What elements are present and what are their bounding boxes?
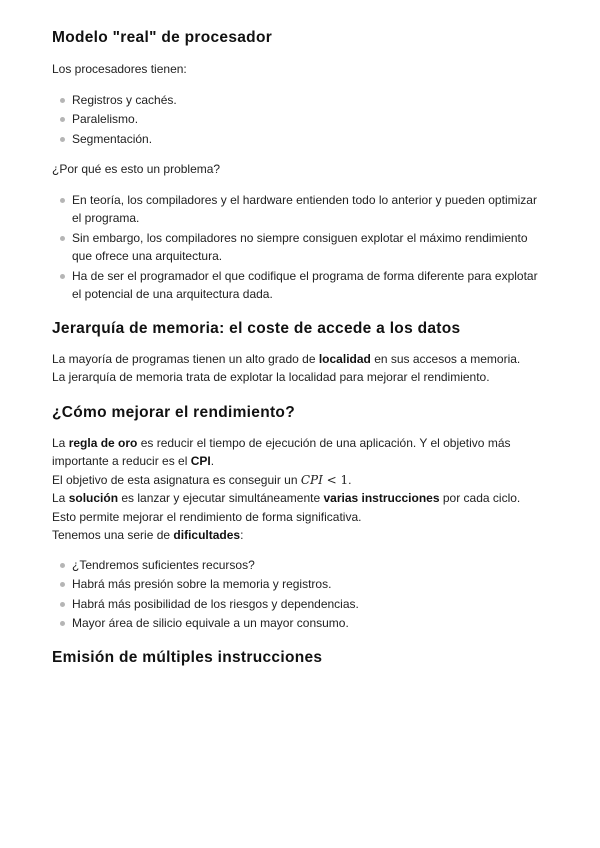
bullet-list-dificultades <box>52 556 548 633</box>
list-item: Habrá más presión sobre la memoria y registros. <box>72 575 548 594</box>
bullet-list-processor-features <box>52 91 548 149</box>
list-item: Habrá más posibilidad de los riesgos y dependencias. <box>72 595 548 614</box>
text-span: . <box>210 454 215 468</box>
text-span: es reducir el tiempo de ejecución de una aplicación. Y el objetivo más importante a reducir es el <box>52 435 511 468</box>
bold-term-regla-de-oro: regla de oro <box>68 435 138 450</box>
bold-term-varias-instrucciones: varias instrucciones <box>323 491 440 505</box>
section-title-modelo-real: Modelo "real" de procesador <box>52 29 273 46</box>
bold-term-dificultades: dificultades <box>173 528 241 542</box>
paragraph-mejora: Esto permite mejorar el rendimiento de forma significativa. <box>52 509 362 524</box>
paragraph-jerarquia: La jerarquía de memoria trata de explotar la localidad para mejorar el rendimiento. <box>52 370 490 384</box>
bold-term-cpi: CPI <box>190 454 211 468</box>
text-span: es lanzar y ejecutar simultáneamente <box>118 491 324 505</box>
text-span: La <box>52 491 69 505</box>
list-item: Ha de ser el programador el que codifique el programa de forma diferente para explotar el potencial de una arquitectura dada. <box>72 267 548 304</box>
paragraph-objetivo <box>52 471 548 490</box>
list-item: Segmentación. <box>72 130 548 149</box>
section-title-emision-multiples: Emisión de múltiples instrucciones <box>52 648 323 666</box>
text-span: El objetivo de esta asignatura es conseguir un <box>52 472 301 487</box>
list-item: En teoría, los compiladores y el hardware entienden todo lo anterior y pueden optimizar el programa. <box>72 191 548 228</box>
text-span: La mayoría de programas tienen un alto grado de <box>52 351 319 366</box>
section-body-rendimiento <box>52 434 548 545</box>
paragraph-intro: Los procesadores tienen: <box>52 62 187 76</box>
list-item: Paralelismo. <box>72 110 548 129</box>
section-body-jerarquia <box>52 350 548 387</box>
paragraph-question: ¿Por qué es esto un problema? <box>52 162 221 176</box>
paragraph-localidad <box>52 350 548 369</box>
text-span: en sus accesos a memoria. <box>370 351 521 366</box>
section-title-mejorar-rendimiento: ¿Cómo mejorar el rendimiento? <box>52 403 295 421</box>
text-span: por cada ciclo. <box>439 491 521 505</box>
paragraph-solucion <box>52 489 548 508</box>
text-span: : <box>240 528 244 542</box>
bold-term-solucion: solución <box>68 491 119 505</box>
section-title-jerarquia-memoria: Jerarquía de memoria: el coste de accede a los datos <box>52 319 461 337</box>
paragraph-dificultades <box>52 526 548 545</box>
paragraph-regla-de-oro <box>52 434 548 471</box>
list-item: Registros y cachés. <box>72 91 548 110</box>
list-item: Mayor área de silicio equivale a un mayor consumo. <box>72 614 548 633</box>
bold-term-localidad: localidad <box>318 351 371 366</box>
list-item: Sin embargo, los compiladores no siempre consiguen explotar el máximo rendimiento que ofrece una arquitectura. <box>72 229 548 266</box>
text-span: La <box>52 435 69 450</box>
math-relation: < 1 <box>322 472 349 487</box>
math-formula-cpi <box>301 473 348 487</box>
text-span: . <box>348 472 352 487</box>
math-variable: CPI <box>300 472 323 487</box>
list-item: ¿Tendremos suficientes recursos? <box>72 556 548 575</box>
bullet-list-problem-reasons <box>52 191 548 304</box>
text-span: Tenemos una serie de <box>52 528 174 542</box>
